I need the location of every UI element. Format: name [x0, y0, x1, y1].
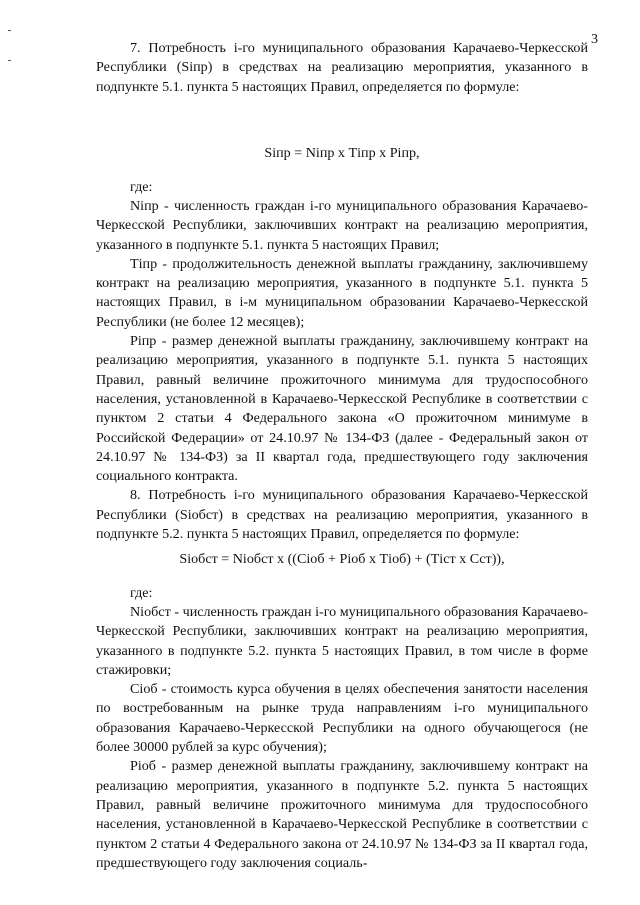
paragraph: 7. Потребность i-го муниципального образования Карачаево-Черкесской Республики (Siпр) в средствах на реализацию мероприятия, указанного в подпункте 5.1. пункта 5 настоящих Правил, определяется по формуле:: [96, 40, 588, 95]
section-7-intro: [96, 39, 588, 97]
definition-c-ob: Сiоб - стоимость курса обучения в целях обеспечения занятости населения по востребованным на рынке труда направлениям i-го муниципального образования Карачаево-Черкесской Республики на одного обучающегося (не более 30000 рублей за курс обучения);: [96, 681, 588, 756]
page-number: 3: [591, 32, 598, 47]
section-8-definitions: [96, 603, 588, 873]
scan-mark: [8, 60, 11, 61]
section-7-definitions: [96, 197, 588, 544]
scan-mark: [8, 30, 11, 31]
definition-r-pr: Рiпр - размер денежной выплаты гражданину, заключившему контракт на реализацию мероприятия, указанного в подпункте 5.1. пункта 5 настоящих Правил, равный величине прожиточного минимума для трудоспособного населения, установленной в Карачаево-Черкесской Республике в соответствии с пунктом 2 статьи 4 Федерального закона «О прожиточном минимуме в Российской Федерации» от 24.10.97 № 134-ФЗ (далее - Федеральный закон от 24.10.97 № 134-ФЗ) за II квартал года, предшествующего году заключения социального контракта.: [96, 333, 588, 485]
formula-8: Siобст = Niобст x ((Ciоб + Рiоб x Тiоб) + (Тiст x Сст)),: [179, 551, 505, 567]
definition-n-obst: Niобст - численность граждан i-го муниципального образования Карачаево-Черкесской Республики, заключивших контракт на реализацию мероприятия, указанного в подпункте 5.2. пункта 5 настоящих Правил, в том числе в форме стажировки;: [96, 604, 588, 678]
formula-7: Siпр = Niпр x Тiпр x Рiпр,: [264, 145, 420, 161]
where-label: где:: [130, 179, 153, 195]
section-8-intro: 8. Потребность i-го муниципального образования Карачаево-Черкесской Республики (Siобст) в средствах на реализацию мероприятия, указанного в подпункте 5.2. пункта 5 настоящих Правил, определяется по формуле:: [96, 487, 588, 543]
where-label: где:: [130, 585, 153, 601]
definition-r-ob: Рiоб - размер денежной выплаты гражданину, заключившему контракт на реализацию мероприятия, указанного в подпункте 5.2. пункта 5 настоящих Правил, равный величине прожиточного минимума для трудоспособного населения, установленной в Карачаево-Черкесской Республике в соответствии с пунктом 2 статьи 4 Федерального закона от 24.10.97 № 134-ФЗ за II квартал года, предшествующего году заключения социаль-: [96, 758, 588, 871]
definition-t-pr: Тiпр - продолжительность денежной выплаты гражданину, заключившему контракт на реализацию мероприятия, указанного в подпункте 5.1. пункта 5 настоящих Правил, в i-м муниципальном образовании Карачаево-Черкесской Республики (не более 12 месяцев);: [96, 255, 588, 330]
definition-n-pr: Niпр - численность граждан i-го муниципального образования Карачаево-Черкесской Республики, заключивших контракт на реализацию мероприятия, указанного в подпункте 5.1. пункта 5 настоящих Правил;: [96, 198, 588, 253]
